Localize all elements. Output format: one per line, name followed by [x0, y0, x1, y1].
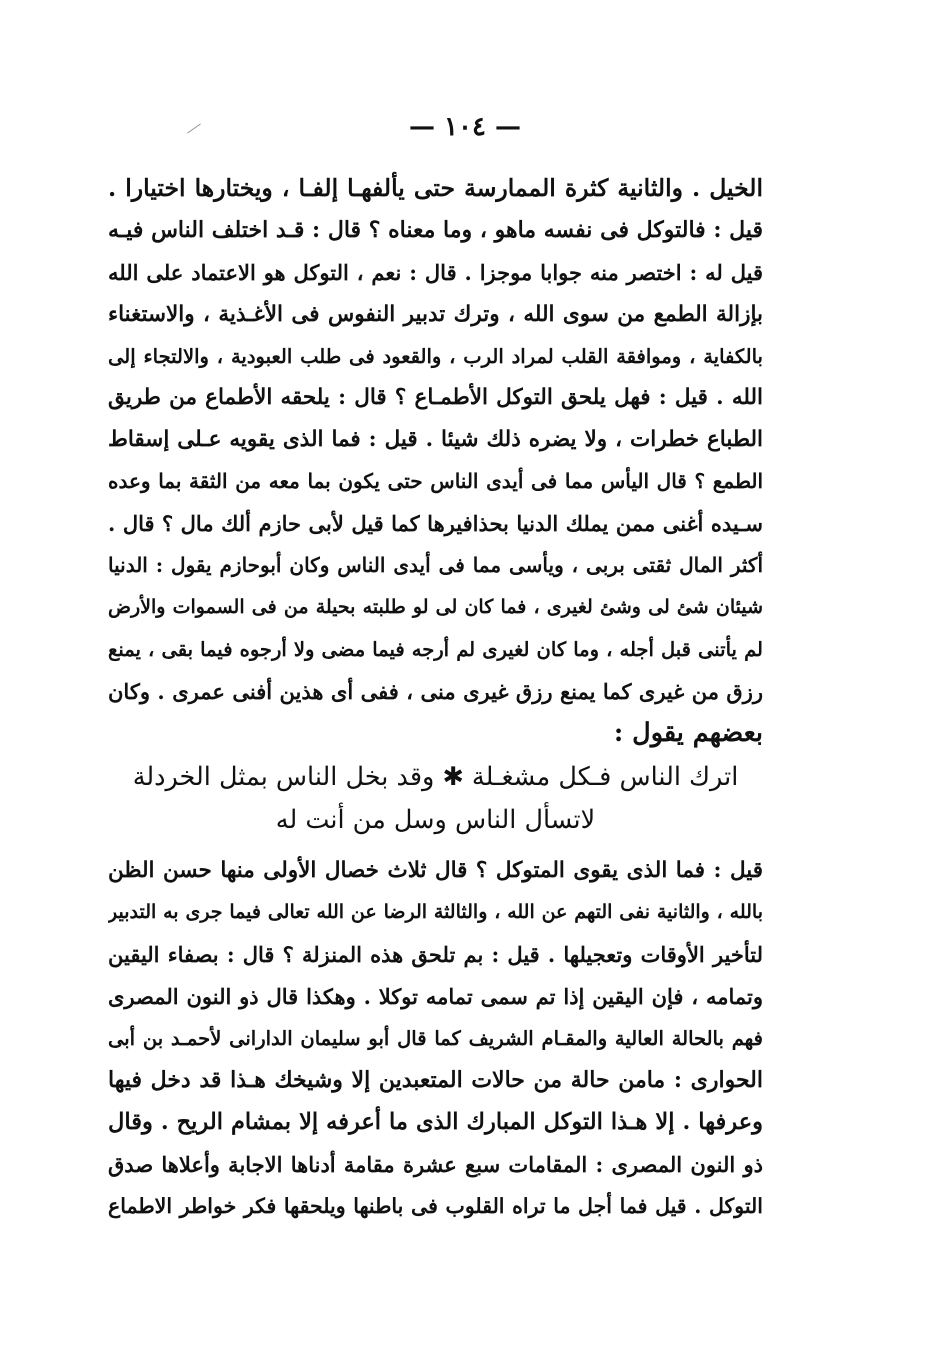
page-number: — ١٠٤ — [408, 112, 522, 142]
page-body [108, 168, 763, 1227]
text-line: بعضهم يقول : [613, 717, 763, 748]
text-line: وتمامه ، فإن اليقين إذا تم سمى تمامه توكلا . وهكذا قال ذو النون المصرى [108, 984, 763, 1010]
paragraph-1 [108, 168, 763, 754]
text-line: فهم بالحالة العالية والمقـام الشريف كما قال أبو سليمان الدارانى لأحمـد بن أبى [108, 1027, 763, 1051]
text-line: قيل : فما الذى يقوى المتوكل ؟ قال ثلاث خصال الأولى منها حسن الظن [108, 858, 763, 884]
text-line: شيئان شئ لى وشئ لغيرى ، فما كان لى لو طلبته بحيلة من فى السموات والأرض [108, 595, 763, 618]
text-line: وعرفها . إلا هـذا التوكل المبارك الذى ما أعرفه إلا بمشام الريح . وقال [108, 1108, 763, 1135]
text-line: الطمع ؟ قال اليأس مما فى أيدى الناس حتى يكون بما معه من الثقة بما وعده [108, 469, 763, 494]
text-line: بإزالة الطمع من سوى الله ، وترك تدبير النفوس فى الأغـذية ، والاستغناء [108, 301, 763, 327]
paragraph-2 [108, 850, 763, 1227]
text-line: التوكل . قيل فما أجل ما تراه القلوب فى باطنها ويلحقها فكر خواطر الاطماع [108, 1193, 763, 1218]
verse-line: اترك الناس فـكل مشغـلة ✱ وقد بخل الناس بمثل الخردلة [132, 762, 739, 793]
text-line: الحوارى : مامن حالة من حالات المتعبدين إلا وشيخك هـذا قد دخل فيها [108, 1066, 763, 1093]
text-line: سـيده أغنى ممن يملك الدنيا بحذافيرها كما قيل لأبى حازم ألك مال ؟ قال . [108, 511, 763, 537]
text-line: لم يأتنى قبل أجله ، وما كان لغيرى لم أرجه فيما مضى ولا أرجوه فيما بقى ، يمنع [108, 637, 763, 661]
verse-line: لاتسأل الناس وسل من أنت له [275, 805, 596, 836]
poem [108, 756, 763, 842]
text-line: أكثر المال ثقتى بربى ، ويأسى مما فى أيدى الناس وكان أبوحازم يقول : الدنيا [108, 553, 763, 578]
text-line: قيل : فالتوكل فى نفسه ماهو ، وما معناه ؟ قال : قـد اختلف الناس فيـه [108, 216, 763, 243]
text-line: بالكفاية ، وموافقة القلب لمراد الرب ، والقعود فى طلب العبودية ، والالتجاء إلى [108, 344, 763, 368]
text-line: الله . قيل : فهل يلحق التوكل الأطمـاع ؟ قال : يلحقه الأطماع من طريق [108, 385, 763, 411]
text-line: بالله ، والثانية نفى التهم عن الله ، والثالثة الرضا عن الله تعالى فيما جرى به التدبير [108, 901, 763, 924]
text-line: ذو النون المصرى : المقامات سبع عشرة مقامة أدناها الاجابة وأعلاها صدق [108, 1151, 763, 1177]
text-line: الخيل . والثانية كثرة الممارسة حتى يألفهـا إلفـا ، ويختارها اختيارا . [108, 174, 763, 202]
text-line: الطباع خطرات ، ولا يضره ذلك شيئا . قيل : فما الذى يقويه عـلى إسقاط [108, 427, 763, 453]
text-line: لتأخير الأوقات وتعجيلها . قيل : بم تلحق هذه المنزلة ؟ قال : بصفاء اليقين [108, 942, 763, 968]
text-line: رزق من غيرى كما يمنع رزق غيرى منى ، ففى أى هذين أفنى عمرى . وكان [108, 678, 763, 704]
text-line: قيل له : اختصر منه جوابا موجزا . قال : نعم ، التوكل هو الاعتماد على الله [108, 259, 763, 285]
